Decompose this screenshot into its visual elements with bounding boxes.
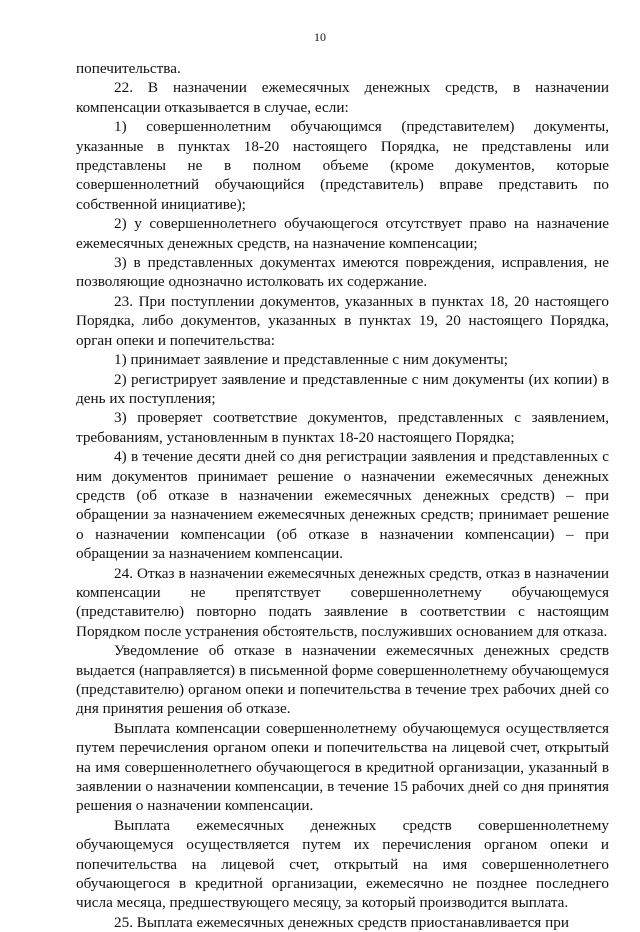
paragraph: 2) регистрирует заявление и представленные с ним документы (их копии) в день их поступления; [76, 370, 609, 407]
paragraph: Выплата компенсации совершеннолетнему обучающемуся осуществляется путем перечисления органом опеки и попечительства на лицевой счет, открытый на имя совершеннолетнего обучающегося в кредитной организации, указанный в заявлении о назначении компенсации, в течение 15 рабочих дней со дня принятия решения о назначении компенсации. [76, 719, 609, 815]
paragraph: попечительства. [76, 60, 181, 77]
paragraph: 1) совершеннолетним обучающимся (представителем) документы, указанные в пунктах 18-20 настоящего Порядка, не представлены или представлены не в полном объеме (кроме документов, которые совершеннолетний обучающийся (представитель) вправе представить по собственной инициативе); [76, 118, 609, 213]
paragraph: Уведомление об отказе в назначении ежемесячных денежных средств выдается (направляется) в письменной форме совершеннолетнему обучающемуся (представителю) органом опеки и попечительства в течение трех рабочих дней со дня принятия решения об отказе. [76, 642, 609, 718]
paragraph: 2) у совершеннолетнего обучающегося отсутствует право на назначение ежемесячных денежных средств, на назначение компенсации; [76, 215, 609, 252]
paragraph: 4) в течение десяти дней со дня регистрации заявления и представленных с ним документов принимает решение о назначении ежемесячных денежных средств (об отказе в назначении ежемесячных денежных средств) – при обращении за назначением ежемесячных денежных средств; принимает решение о назначении компенсации (об отказе в назначении компенсации) – при обращении за назначением компенсации. [76, 448, 609, 563]
paragraph: 3) в представленных документах имеются повреждения, исправления, не позволяющие однозначно истолковать их содержание. [76, 254, 609, 291]
paragraph: 1) принимает заявление и представленные с ним документы; [114, 351, 508, 369]
paragraph: 24. Отказ в назначении ежемесячных денежных средств, отказ в назначении компенсации не препятствует совершеннолетнему обучающемуся (представителю) повторно подать заявление в соответствии с настоящим Порядком после устранения обстоятельств, послуживших основанием для отказа. [76, 564, 609, 640]
document-body [76, 59, 609, 932]
paragraph: 25. Выплата ежемесячных денежных средств приостанавливается при [114, 913, 569, 931]
paragraph: 3) проверяет соответствие документов, представленных с заявлением, требованиям, установленным в пунктах 18-20 настоящего Порядка; [76, 409, 609, 446]
paragraph: Выплата ежемесячных денежных средств совершеннолетнему обучающемуся осуществляется путем их перечисления органом опеки и попечительства на лицевой счет, открытый на имя совершеннолетнего обучающегося в кредитной организации, ежемесячно не позднее последнего числа месяца, предшествующего месяцу, за который производится выплата. [76, 816, 609, 912]
paragraph: 23. При поступлении документов, указанных в пунктах 18, 20 настоящего Порядка, либо документов, указанных в пунктах 19, 20 настоящего Порядка, орган опеки и попечительства: [76, 292, 609, 349]
paragraph: 22. В назначении ежемесячных денежных средств, в назначении компенсации отказывается в случае, если: [76, 79, 609, 116]
page-number: 10 [314, 30, 326, 44]
